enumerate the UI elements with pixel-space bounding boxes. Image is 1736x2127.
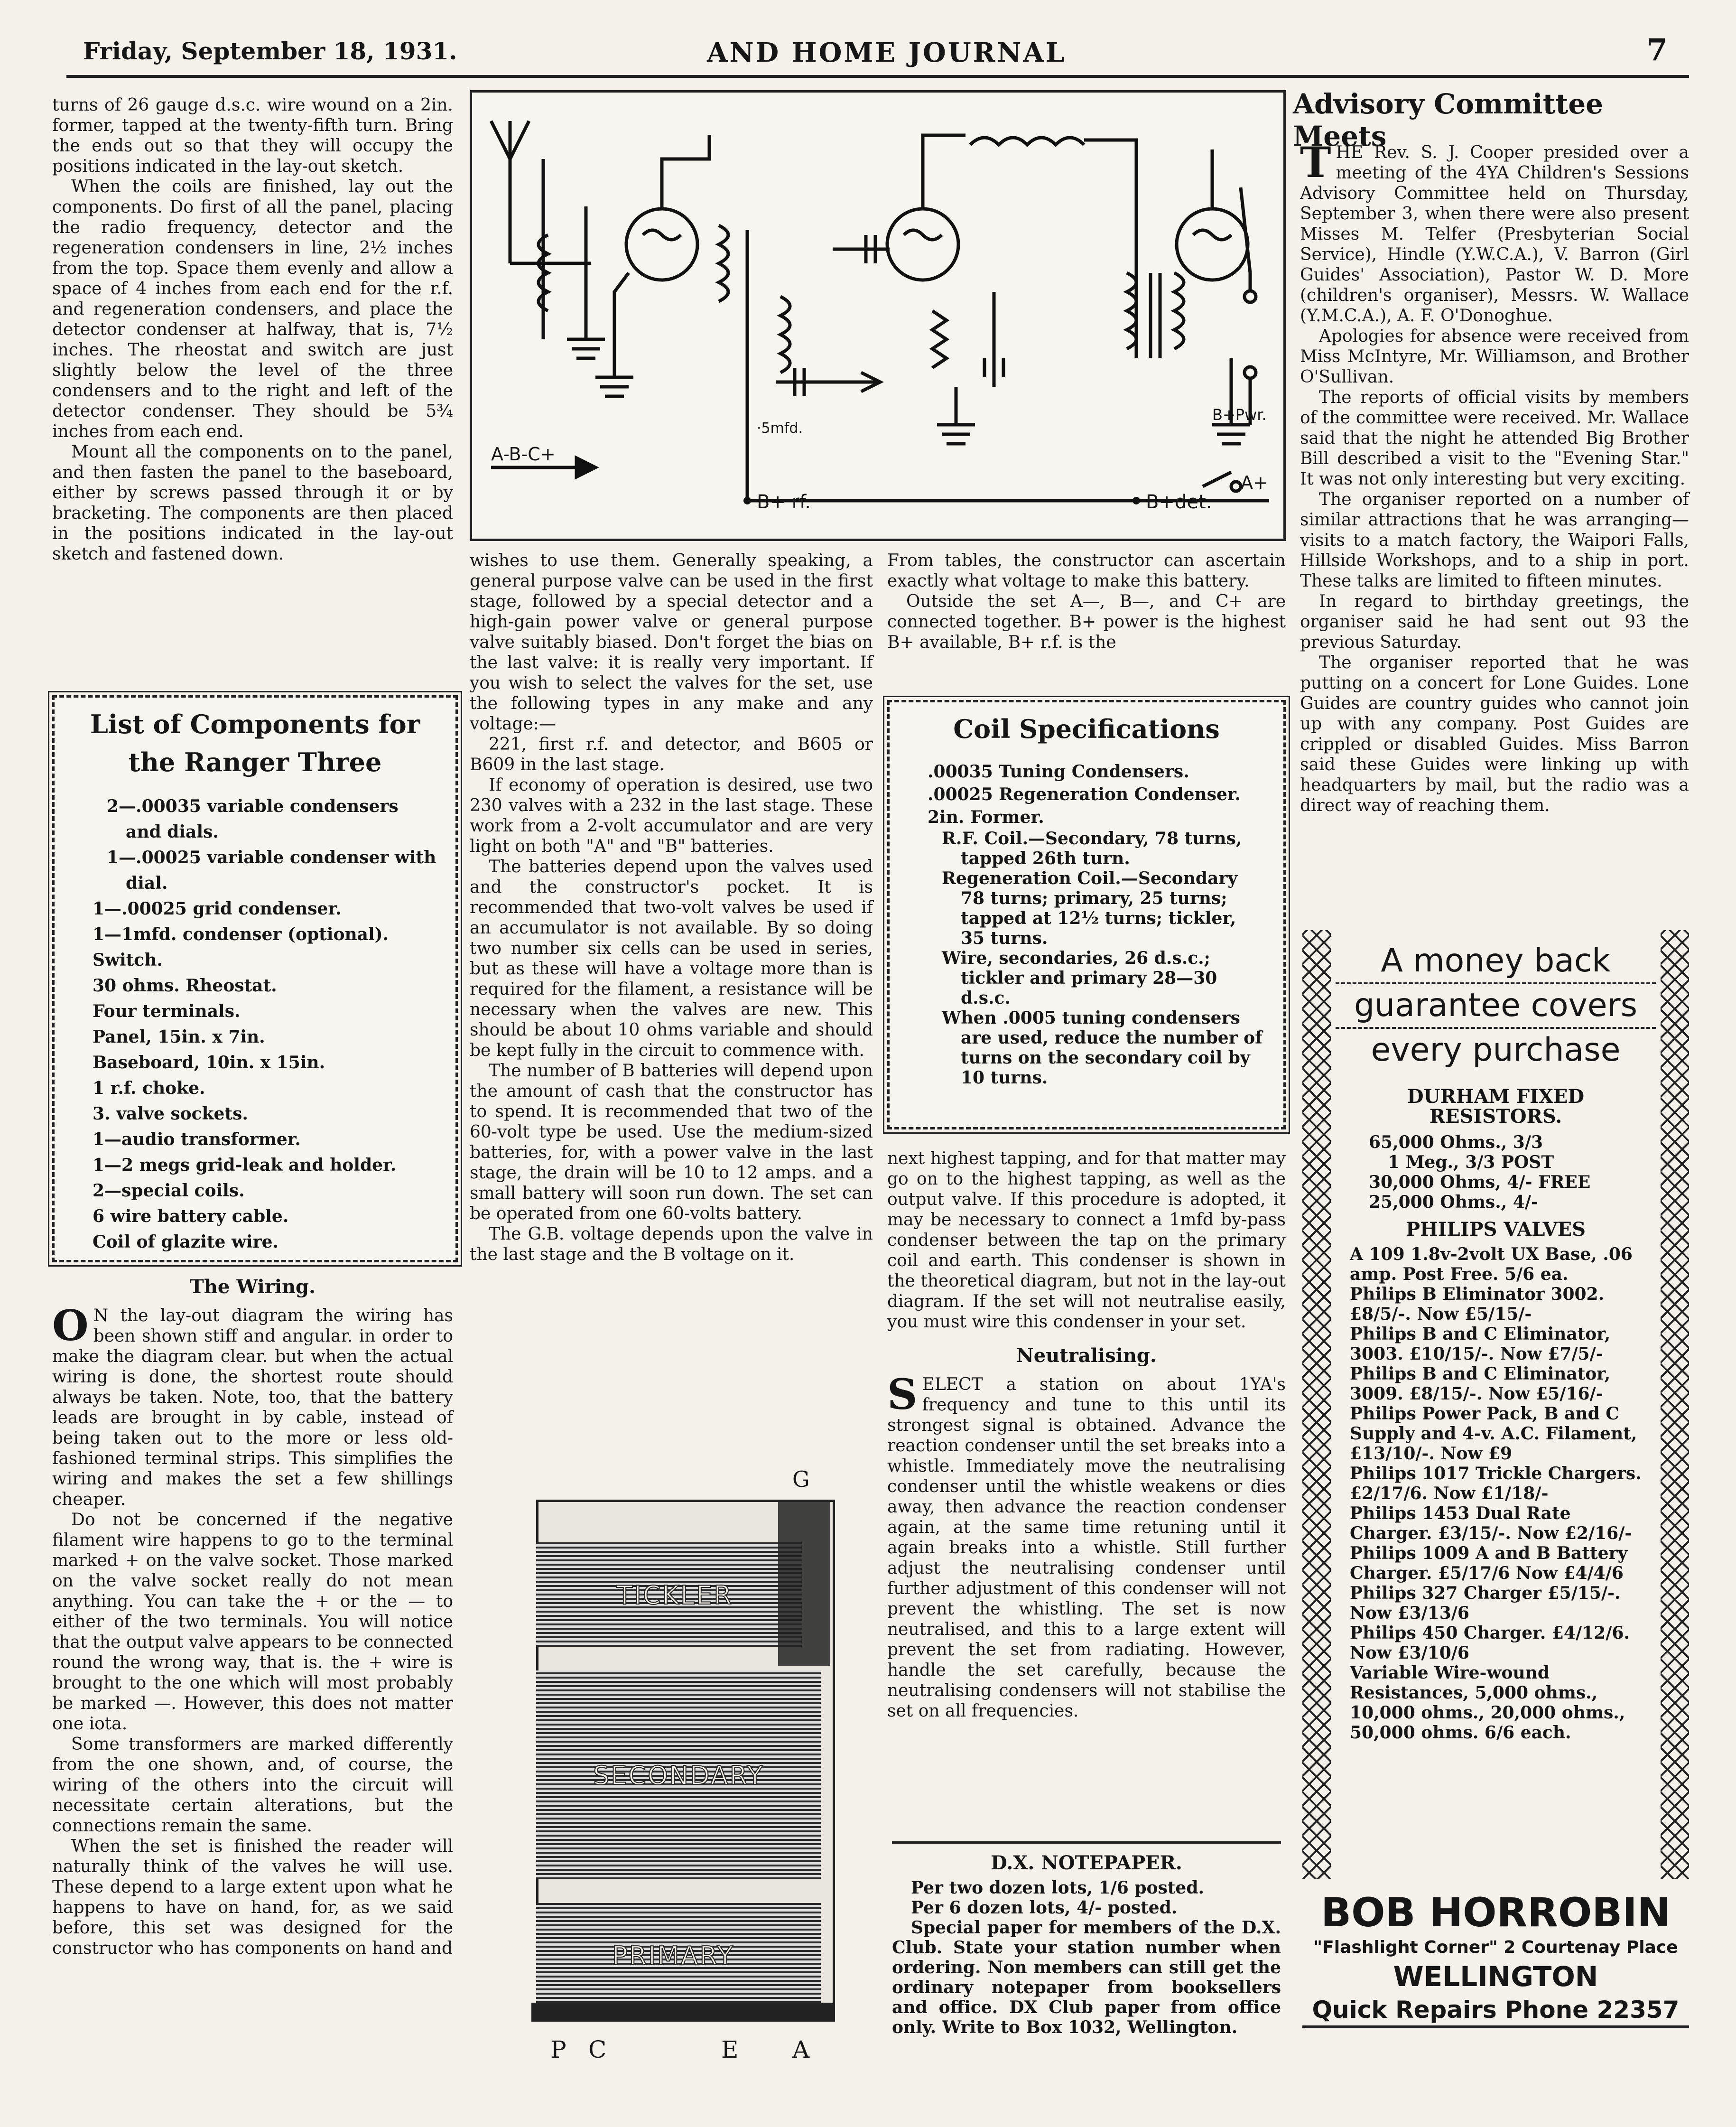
paragraph: When the set is finished the reader will naturally think of the valves he will use. These depend to a large extent upon what he happens to have on hand, for, as we said before, this set was designed for the constructor who has components on hand and: [52, 1837, 453, 1958]
paragraph: From tables, the constructor can ascertain exactly what voltage to make this battery.: [887, 551, 1286, 591]
paragraph: Apologies for absence were received from Miss McIntyre, Mr. Williamson, and Brother O'Sullivan.: [1300, 327, 1689, 387]
paragraph: The number of B batteries will depend upon the amount of cash that the constructor has to spend. It is recommended that two of the 60-volt type be used. Use the medium-sized batteries, for, with a power valve in the last stage, the drain will be 10 to 12 amps. and a small battery will soon run down. The set can be operated from one 60-volts battery.: [470, 1061, 873, 1223]
drop-cap: O: [52, 1301, 89, 1350]
component-item: 1—.00025 variable condenser with dial.: [107, 848, 436, 893]
dx-line: Per two dozen lots, 1/6 posted.: [911, 1878, 1205, 1898]
paragraph: The batteries depend upon the valves used and the constructor's pocket. It is recommended that two-volt valves be used if an accumulator is not available. By so doing two number six cells can be used in series, but as these will have a voltage more than is required for the filament, a resistance will be necessary when the valves are new. This should be about 10 ohms variable and should be kept fully in the circuit to commence with.: [470, 857, 873, 1060]
paragraph: N the lay-out diagram the wiring has been shown stiff and angular. in order to make the diagram clear. but when the actual wiring is done, the shortest route should always be taken. Note, too, that the battery leads are brought in by cable, instead of being taken out to the more or less old-fashioned terminal strips. This simplifies the wiring and makes the set a few shillings cheaper.: [52, 1306, 453, 1509]
price-line: Philips 1009 A and B Battery Charger. £5/17/6 Now £4/4/6: [1350, 1543, 1628, 1583]
slogan-line: A money back: [1381, 942, 1611, 980]
lattice-tower-left: [1302, 930, 1331, 1879]
price-line: Philips 327 Charger £5/15/-. Now £3/13/6: [1350, 1583, 1621, 1623]
coil-spec-item: R.F. Coil.—Secondary, 78 turns, tapped 26th turn.: [942, 829, 1242, 868]
dx-line: Special paper for members of the D.X. Club. State your station number when ordering. Non members can still get the ordinary notepaper from booksellers and office. DX Club paper from office only. Write to Box 1032, Wellington.: [892, 1918, 1281, 2037]
paragraph: When the coils are finished, lay out the components. Do first of all the panel, placing the radio frequency, detector and the regeneration condensers in line, 2½ inches from the top. Space them evenly and allow a space of 4 inches from each end for the r.f. and regeneration condensers, and place the detector condenser at halfway, that is, 7½ inches. The rheostat and switch are just slightly below the level of the three condensers and to the right and left of the detector condenser. They should be 5¾ inches from each end.: [52, 177, 453, 441]
paragraph: 221, first r.f. and detector, and B605 or B609 in the last stage.: [470, 735, 873, 774]
header-rule: [66, 75, 1689, 78]
lattice-tower-right: [1661, 930, 1689, 1879]
paragraph: turns of 26 gauge d.s.c. wire wound on a 2in. former, tapped at the twenty-fifth turn. Bring the ends out so that they will occupy the positions indicated in the lay-out sketch.: [52, 95, 453, 176]
dx-notepaper-notice: [892, 1841, 1281, 2037]
column-4: [1300, 138, 1689, 816]
component-item: 2—special coils.: [93, 1181, 245, 1201]
coil-spec-item: Regeneration Coil.—Secondary 78 turns; primary, 25 turns; tapped at 12½ turns; tickler, 35 turns.: [942, 868, 1238, 948]
coil-spec-item: Wire, secondaries, 26 d.s.c.; tickler and primary 28—30 d.s.c.: [942, 948, 1217, 1008]
label-mfd: ·5mfd.: [757, 420, 803, 437]
drop-cap: S: [887, 1370, 918, 1419]
components-box: [52, 695, 458, 1262]
component-item: 1 r.f. choke.: [93, 1078, 205, 1098]
paragraph: In regard to birthday greetings, the organiser said he had sent out 93 the previous Saturday.: [1300, 592, 1689, 652]
advisory-title: Advisory Committee Meets: [1293, 88, 1604, 152]
paragraph: The organiser reported that he was putting on a concert for Lone Guides. Lone Guides are country guides who cannot join up with any company. Post Guides are crippled or disabled Guides. Miss Barron said these Guides were linking up with headquarters by mail, but the radio was a direct way of reaching them.: [1300, 653, 1689, 815]
coil-base: [531, 2003, 835, 2022]
price-line: Philips B Eliminator 3002. £8/5/-. Now £5/15/-: [1350, 1284, 1605, 1324]
wiring-section: [52, 1272, 453, 1959]
label-g: G: [792, 1466, 810, 1492]
advert-slogan: [1336, 940, 1656, 1072]
component-item: 3. valve sockets.: [93, 1104, 248, 1124]
label-abc: A-B-C+: [491, 444, 556, 465]
label-a-plus: A+: [1241, 472, 1268, 493]
paragraph: next highest tapping, and for that matter may go on to the highest tapping, as well as the output valve. If this procedure is adopted, it may be necessary to connect a 1mfd by-pass condenser between the tap on the primary coil and earth. This condenser is shown in the theoretical diagram, but not in the lay-out diagram. If the set will not neutralise easily, you must wire this condenser in your set.: [887, 1149, 1286, 1332]
winding-shadow: [778, 1500, 830, 1666]
coil-layout-diagram: [527, 1466, 840, 2074]
component-item: Four terminals.: [93, 1001, 241, 1021]
coil-spec-item: .00035 Tuning Condensers.: [928, 762, 1189, 782]
component-item: 30 ohms. Rheostat.: [93, 976, 277, 996]
label-a: A: [792, 2036, 810, 2063]
column-3-middle: [887, 1148, 1286, 1721]
paragraph: Some transformers are marked differently from the one shown, and, of course, the wiring of the others into the circuit will necessitate certain alterations, but the connections remain the same.: [52, 1735, 453, 1836]
component-item: Switch.: [93, 950, 163, 970]
paragraph: The organiser reported on a number of similar attractions that he was arranging—visits to a match factory, the Waipori Falls, Hillside Workshops, and to a ship in port. These talks are limited to fifteen minutes.: [1300, 490, 1689, 591]
label-c: C: [588, 2036, 607, 2063]
price-line: Philips B and C Eliminator, 3003. £10/15/-. Now £7/5/-: [1350, 1324, 1611, 1364]
circuit-diagram: [470, 90, 1286, 541]
circuit-schematic: [472, 93, 1279, 534]
paragraph: wishes to use them. Generally speaking, a general purpose valve can be used in the first stage, followed by a special detector and a high-gain power valve or general purpose valve suitably biased. Don't forget the bias on the last valve: it is really very important. If you wish to select the valves for the set, use the following types in any make and any voltage:—: [470, 551, 873, 734]
dx-line: Per 6 dozen lots, 4/- posted.: [911, 1898, 1178, 1918]
label-e: E: [721, 2036, 739, 2063]
wiring-heading: The Wiring.: [190, 1276, 316, 1298]
price-line: Philips 1453 Dual Rate Charger. £3/15/-. Now £2/16/-: [1350, 1503, 1632, 1543]
advert-address: "Flashlight Corner" 2 Courtenay Place: [1313, 1938, 1678, 1957]
component-item: Baseboard, 10in. x 15in.: [93, 1053, 325, 1073]
paragraph: HE Rev. S. J. Cooper presided over a meeting of the 4YA Children's Sessions Advisory Committee held on Thursday, September 3, when there were also present Misses M. Telfer (Presbyterian Social Service), Hindle (Y.W.C.A.), V. Barron (Girl Guides' Association), Pastor W. D. More (children's organiser), Messrs. W. Wallace (Y.M.C.A.), A. F. O'Donoghue.: [1300, 143, 1689, 326]
slogan-line: guarantee covers: [1336, 982, 1656, 1029]
paragraph: If economy of operation is desired, use two 230 valves with a 232 in the last stage. These work from a 2-volt accumulator and are very light on both "A" and "B" batteries.: [470, 775, 873, 856]
component-item: Panel, 15in. x 7in.: [93, 1027, 265, 1047]
paragraph: The G.B. voltage depends upon the valve in the last stage and the B voltage on it.: [470, 1224, 873, 1264]
component-item: 1—1mfd. condenser (optional).: [93, 924, 389, 944]
paragraph: The reports of official visits by members of the committee were received. Mr. Wallace said that the night he attended Big Brother Bill described a visit to the "Evening Star." It was not only interesting but very exciting.: [1300, 388, 1689, 489]
component-item: 1—2 megs grid-leak and holder.: [93, 1155, 397, 1175]
neutralising-heading: Neutralising.: [1016, 1344, 1157, 1367]
coil-spec-item: .00025 Regeneration Condenser.: [928, 784, 1241, 804]
advert-name: BOB HORROBIN: [1321, 1889, 1671, 1936]
paragraph: Do not be concerned if the negative filament wire happens to go to the terminal marked + on the valve socket. Those marked on the valve socket really do not mean anything. You can take the + or the — to either of the two terminals. You will notice that the output valve appears to be connected round the wrong way, that is. the + wire is brought to the one which will most probably be marked —. However, this does not matter one iota.: [52, 1510, 453, 1734]
advert-city: WELLINGTON: [1393, 1960, 1598, 1993]
paragraph: Outside the set A—, B—, and C+ are connected together. B+ power is the highest B+ available, B+ r.f. is the: [887, 592, 1286, 652]
component-item: 2—.00035 variable condensers and dials.: [107, 796, 399, 842]
advert-footer: [1302, 1889, 1689, 2028]
header-title: AND HOME JOURNAL: [707, 37, 1067, 68]
component-item: 1—audio transformer.: [93, 1129, 301, 1149]
paragraph: Mount all the components on to the panel, and then fasten the panel to the baseboard, either by screws passed through it or by bracketing. The components are then placed in the positions indicated in the lay-out sketch and fastened down.: [52, 442, 453, 564]
label-tickler: TICKLER: [617, 1580, 733, 1610]
coil-spec-item: When .0005 tuning condensers are used, reduce the number of turns on the secondary coil by 10 turns.: [942, 1008, 1263, 1088]
label-p: P: [550, 2036, 566, 2063]
header-page-number: 7: [1646, 32, 1668, 68]
horrobin-advert: [1302, 930, 1689, 2045]
slogan-line: every purchase: [1371, 1031, 1621, 1069]
price-line: 1 Meg., 3/3 POST: [1388, 1152, 1554, 1172]
price-line: Variable Wire-wound Resistances, 5,000 ohms., 10,000 ohms., 20,000 ohms., 50,000 ohms. 6/6 each.: [1350, 1663, 1625, 1743]
label-b-pwr: B+Pwr.: [1212, 406, 1267, 424]
price-line: A 109 1.8v-2volt UX Base, .06 amp. Post Free. 5/6 ea.: [1350, 1244, 1633, 1284]
price-line: Philips 1017 Trickle Chargers. £2/17/6. Now £1/18/-: [1350, 1464, 1642, 1503]
price-line: Philips B and C Eliminator, 3009. £8/15/-. Now £5/16/-: [1350, 1364, 1611, 1404]
component-item: 6 wire battery cable.: [93, 1206, 289, 1226]
header-date: Friday, September 18, 1931.: [83, 37, 457, 65]
coil-spec-box: [887, 700, 1286, 1129]
coil-spec-list: [890, 760, 1283, 1088]
philips-title: PHILIPS VALVES: [1405, 1218, 1586, 1241]
paragraph: ELECT a station on about 1YA's frequency and tune to this until its strongest signal is obtained. Advance the reaction condenser until the set breaks into a whistle. Immediately move the neutralising condenser until the whistle weakens or dies away, then advance the reaction condenser again, at the same time retuning until it again breaks into a whistle. Still further adjust the neutralising condenser until further adjustment of this condenser will not prevent the whistling. The set is now neutralised, and this to a large extent will prevent the set from radiating. However, handle the set carefully, because the neutralising condensers will not stabilise the set on all frequencies.: [887, 1375, 1286, 1721]
coil-spec-title: Coil Specifications: [953, 714, 1220, 744]
column-1-top: [52, 95, 453, 564]
label-primary: PRIMARY: [612, 1941, 734, 1971]
column-2: [470, 550, 873, 1265]
label-b-rf: B+ rf.: [757, 491, 811, 513]
price-line: Philips Power Pack, B and C Supply and 4-v. A.C. Filament, £13/10/-. Now £9: [1350, 1404, 1637, 1464]
components-title: List of Components for the Ranger Three: [90, 709, 420, 777]
coil-spec-item: 2in. Former.: [928, 807, 1044, 827]
label-secondary: SECONDARY: [593, 1761, 764, 1791]
drop-cap: T: [1300, 138, 1331, 187]
components-list: [55, 793, 455, 1255]
advert-phone: Quick Repairs Phone 22357: [1302, 1994, 1689, 2028]
component-item: 1—.00025 grid condenser.: [93, 899, 342, 919]
price-line: 25,000 Ohms., 4/-: [1369, 1192, 1538, 1212]
advert-price-list: [1340, 1087, 1651, 1743]
dx-title: D.X. NOTEPAPER.: [991, 1852, 1182, 1874]
price-line: 65,000 Ohms., 3/3: [1369, 1132, 1543, 1152]
component-item: Coil of glazite wire.: [93, 1232, 279, 1252]
column-3-top: [887, 550, 1286, 653]
label-b-det: B+det.: [1146, 491, 1212, 513]
price-line: Philips 450 Charger. £4/12/6. Now £3/10/6: [1350, 1623, 1630, 1663]
price-line: 30,000 Ohms, 4/- FREE: [1369, 1172, 1591, 1192]
durham-title: DURHAM FIXED RESISTORS.: [1407, 1085, 1585, 1128]
